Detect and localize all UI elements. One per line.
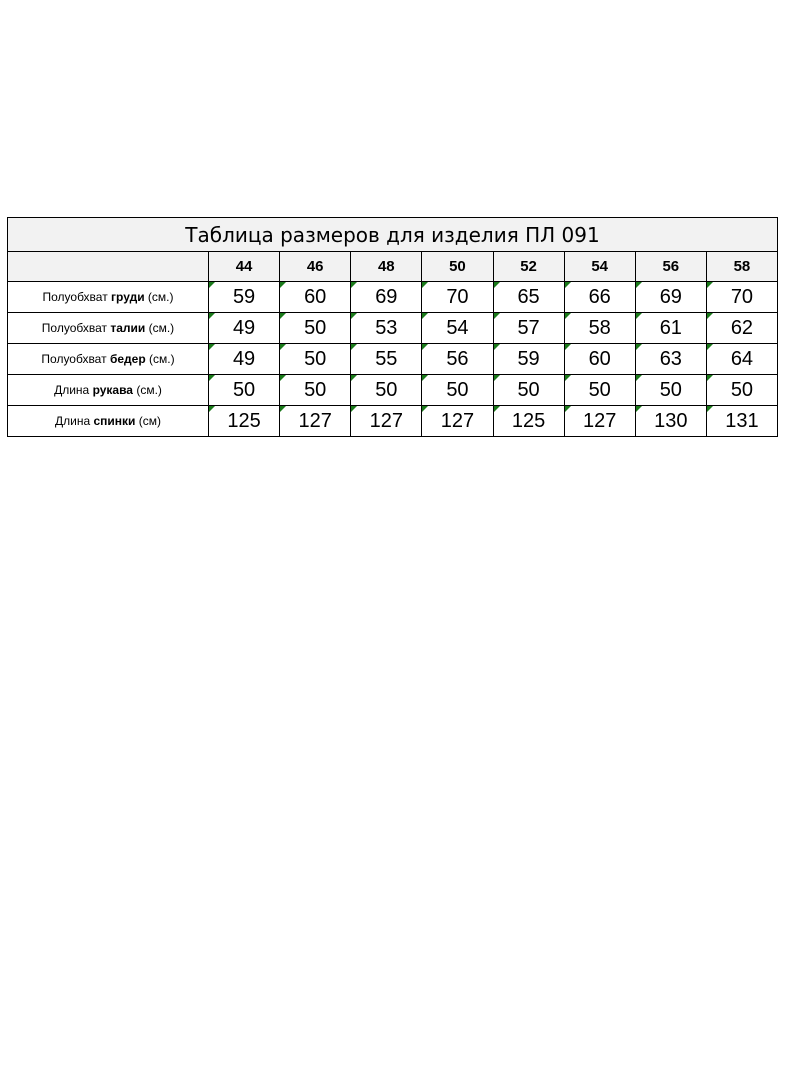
value-cell: 49 bbox=[209, 344, 280, 375]
value-cell: 50 bbox=[493, 375, 564, 406]
size-header-cell: 52 bbox=[493, 252, 564, 282]
value-cell: 127 bbox=[422, 406, 493, 437]
value-cell: 50 bbox=[351, 375, 422, 406]
value-cell: 61 bbox=[635, 313, 706, 344]
size-header-cell: 46 bbox=[280, 252, 351, 282]
table-row-hips bbox=[8, 344, 778, 375]
value-cell: 50 bbox=[280, 344, 351, 375]
value-cell: 63 bbox=[635, 344, 706, 375]
size-header-cell: 56 bbox=[635, 252, 706, 282]
value-cell: 49 bbox=[209, 313, 280, 344]
table-row-chest bbox=[8, 282, 778, 313]
value-cell: 69 bbox=[635, 282, 706, 313]
value-cell: 131 bbox=[706, 406, 777, 437]
value-cell: 50 bbox=[564, 375, 635, 406]
size-header-cell: 58 bbox=[706, 252, 777, 282]
table-row-waist bbox=[8, 313, 778, 344]
table-row-back-length bbox=[8, 406, 778, 437]
size-header-cell: 54 bbox=[564, 252, 635, 282]
row-label: Полуобхват талии (см.) bbox=[8, 313, 209, 344]
value-cell: 70 bbox=[422, 282, 493, 313]
table-title: Таблица размеров для изделия ПЛ 091 bbox=[8, 218, 778, 252]
row-label: Полуобхват груди (см.) bbox=[8, 282, 209, 313]
value-cell: 58 bbox=[564, 313, 635, 344]
value-cell: 53 bbox=[351, 313, 422, 344]
row-label: Полуобхват бедер (см.) bbox=[8, 344, 209, 375]
value-cell: 50 bbox=[635, 375, 706, 406]
value-cell: 127 bbox=[351, 406, 422, 437]
value-cell: 66 bbox=[564, 282, 635, 313]
value-cell: 69 bbox=[351, 282, 422, 313]
value-cell: 60 bbox=[564, 344, 635, 375]
value-cell: 127 bbox=[280, 406, 351, 437]
value-cell: 125 bbox=[209, 406, 280, 437]
value-cell: 127 bbox=[564, 406, 635, 437]
value-cell: 59 bbox=[493, 344, 564, 375]
table-row-sleeve bbox=[8, 375, 778, 406]
size-header-cell: 50 bbox=[422, 252, 493, 282]
row-label: Длина рукава (см.) bbox=[8, 375, 209, 406]
value-cell: 55 bbox=[351, 344, 422, 375]
value-cell: 56 bbox=[422, 344, 493, 375]
value-cell: 70 bbox=[706, 282, 777, 313]
value-cell: 62 bbox=[706, 313, 777, 344]
value-cell: 130 bbox=[635, 406, 706, 437]
header-corner-cell bbox=[8, 252, 209, 282]
value-cell: 125 bbox=[493, 406, 564, 437]
size-header-row bbox=[8, 252, 778, 282]
row-label: Длина спинки (см) bbox=[8, 406, 209, 437]
size-header-cell: 48 bbox=[351, 252, 422, 282]
size-header-cell: 44 bbox=[209, 252, 280, 282]
value-cell: 50 bbox=[706, 375, 777, 406]
value-cell: 50 bbox=[422, 375, 493, 406]
value-cell: 57 bbox=[493, 313, 564, 344]
value-cell: 65 bbox=[493, 282, 564, 313]
value-cell: 54 bbox=[422, 313, 493, 344]
value-cell: 64 bbox=[706, 344, 777, 375]
value-cell: 50 bbox=[209, 375, 280, 406]
size-chart-table bbox=[7, 217, 778, 437]
value-cell: 59 bbox=[209, 282, 280, 313]
value-cell: 50 bbox=[280, 375, 351, 406]
value-cell: 60 bbox=[280, 282, 351, 313]
value-cell: 50 bbox=[280, 313, 351, 344]
